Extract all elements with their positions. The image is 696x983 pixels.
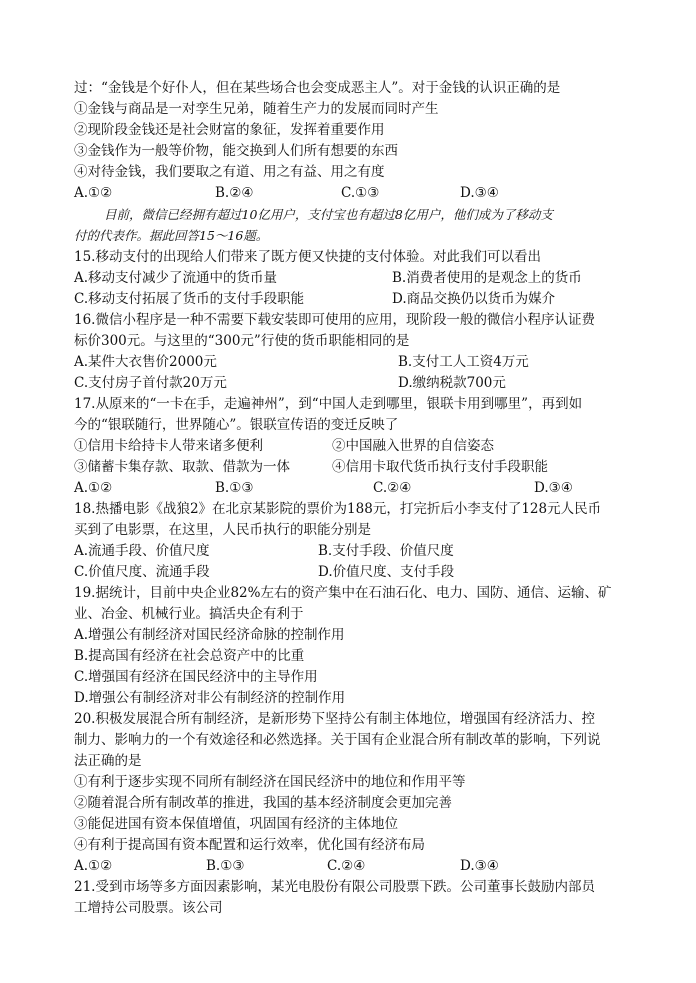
q16-option-b: B.支付工人工资4万元 [398, 354, 529, 370]
q15-stem: 15.移动支付的出现给人们带来了既方便又快捷的支付体验。对此我们可以看出 [74, 249, 541, 265]
q21-stem-2: 工增持公司股票。该公司 [74, 900, 223, 916]
q20-item-3: ③能促进国有资本保值增值，巩固国有经济的主体地位 [74, 816, 398, 832]
q14-option-d: D.③④ [460, 185, 499, 201]
q14-item-1: ①金钱与商品是一对孪生兄弟，随着生产力的发展而同时产生 [74, 101, 439, 117]
q17-stem-2: 今的“银联随行，世界随心”。银联宣传语的变迁反映了 [74, 417, 399, 433]
q18-stem-2: 买到了电影票，在这里，人民币执行的职能分别是 [74, 522, 371, 538]
q19-option-c: C.增强国有经济在国民经济中的主导作用 [74, 669, 318, 685]
q20-option-d: D.③④ [460, 858, 499, 874]
q18-option-c: C.价值尺度、流通手段 [74, 564, 210, 580]
q16-option-a: A.某件大衣售价2000元 [74, 354, 217, 370]
q19-option-a: A.增强公有制经济对国民经济命脉的控制作用 [74, 627, 345, 643]
q20-stem-1: 20.积极发展混合所有制经济，是新形势下坚持公有制主体地位，增强国有经济活力、控 [74, 711, 595, 727]
q17-option-d: D.③④ [534, 480, 573, 496]
q18-option-a: A.流通手段、价值尺度 [74, 543, 210, 559]
q17-item-3: ③储蓄卡集存款、取款、借款为一体 [74, 459, 290, 475]
q17-option-b: B.①③ [215, 480, 254, 496]
q20-stem-3: 法正确的是 [74, 753, 142, 769]
q19-stem-1: 19.据统计，目前中央企业82%左右的资产集中在石油石化、电力、国防、通信、运输、矿 [74, 585, 612, 601]
passage-line-1: 目前，微信已经拥有超过10亿用户，支付宝也有超过8亿用户，他们成为了移动支 [104, 207, 553, 222]
q20-item-4: ④有利于提高国有资本配置和运行效率，优化国有经济布局 [74, 837, 425, 853]
q19-stem-2: 业、冶金、机械行业。搞活央企有利于 [74, 606, 304, 622]
q14-stem: 过：“金钱是个好仆人，但在某些场合也会变成恶主人”。对于金钱的认识正确的是 [74, 80, 561, 96]
q20-option-c: C.②④ [327, 858, 366, 874]
q16-option-c: C.支付房子首付款20万元 [74, 375, 227, 391]
q19-option-b: B.提高国有经济在社会总资产中的比重 [74, 648, 305, 664]
q17-option-c: C.②④ [373, 480, 412, 496]
q21-stem-1: 21.受到市场等多方面因素影响，某光电股份有限公司股票下跌。公司董事长鼓励内部员 [74, 879, 595, 895]
q18-stem-1: 18.热播电影《战狼2》在北京某影院的票价为188元，打完折后小李支付了128元人民币 [74, 501, 602, 517]
q19-option-d: D.增强公有制经济对非公有制经济的控制作用 [74, 690, 346, 706]
q14-item-4: ④对待金钱，我们要取之有道、用之有益、用之有度 [74, 164, 385, 180]
q15-option-c: C.移动支付拓展了货币的支付手段职能 [74, 291, 305, 307]
q20-option-a: A.①② [74, 858, 113, 874]
q17-option-a: A.①② [74, 480, 113, 496]
q15-option-b: B.消费者使用的是观念上的货币 [392, 270, 582, 286]
q20-option-b: B.①③ [206, 858, 245, 874]
q17-item-2: ②中国融入世界的自信姿态 [332, 438, 494, 454]
q15-option-a: A.移动支付减少了流通中的货币量 [74, 270, 278, 286]
q17-stem-1: 17.从原来的“一卡在手，走遍神州”，到“中国人走到哪里，银联卡用到哪里”，再到如 [74, 396, 583, 412]
q16-stem-2: 标价300元。与这里的“300元”行使的货币职能相同的是 [74, 333, 410, 349]
q17-item-4: ④信用卡取代货币执行支付手段职能 [332, 459, 548, 475]
q18-option-b: B.支付手段、价值尺度 [318, 543, 454, 559]
q16-stem-1: 16.微信小程序是一种不需要下载安装即可使用的应用，现阶段一般的微信小程序认证费 [74, 312, 595, 328]
q14-option-b: B.②④ [215, 185, 254, 201]
q20-stem-2: 制力、影响力的一个有效途径和必然选择。关于国有企业混合所有制改革的影响，下列说 [74, 732, 601, 748]
q14-item-2: ②现阶段金钱还是社会财富的象征，发挥着重要作用 [74, 122, 385, 138]
q14-option-a: A.①② [74, 185, 113, 201]
q15-option-d: D.商品交换仍以货币为媒介 [392, 291, 556, 307]
q20-item-1: ①有利于逐步实现不同所有制经济在国民经济中的地位和作用平等 [74, 774, 466, 790]
passage-line-2: 付的代表作。据此回答15～16题。 [74, 228, 269, 243]
q14-item-3: ③金钱作为一般等价物，能交换到人们所有想要的东西 [74, 143, 398, 159]
q16-option-d: D.缴纳税款700元 [398, 375, 506, 391]
q18-option-d: D.价值尺度、支付手段 [318, 564, 455, 580]
q20-item-2: ②随着混合所有制改革的推进，我国的基本经济制度会更加完善 [74, 795, 452, 811]
q14-option-c: C.①③ [341, 185, 380, 201]
q17-item-1: ①信用卡给持卡人带来诸多便利 [74, 438, 263, 454]
